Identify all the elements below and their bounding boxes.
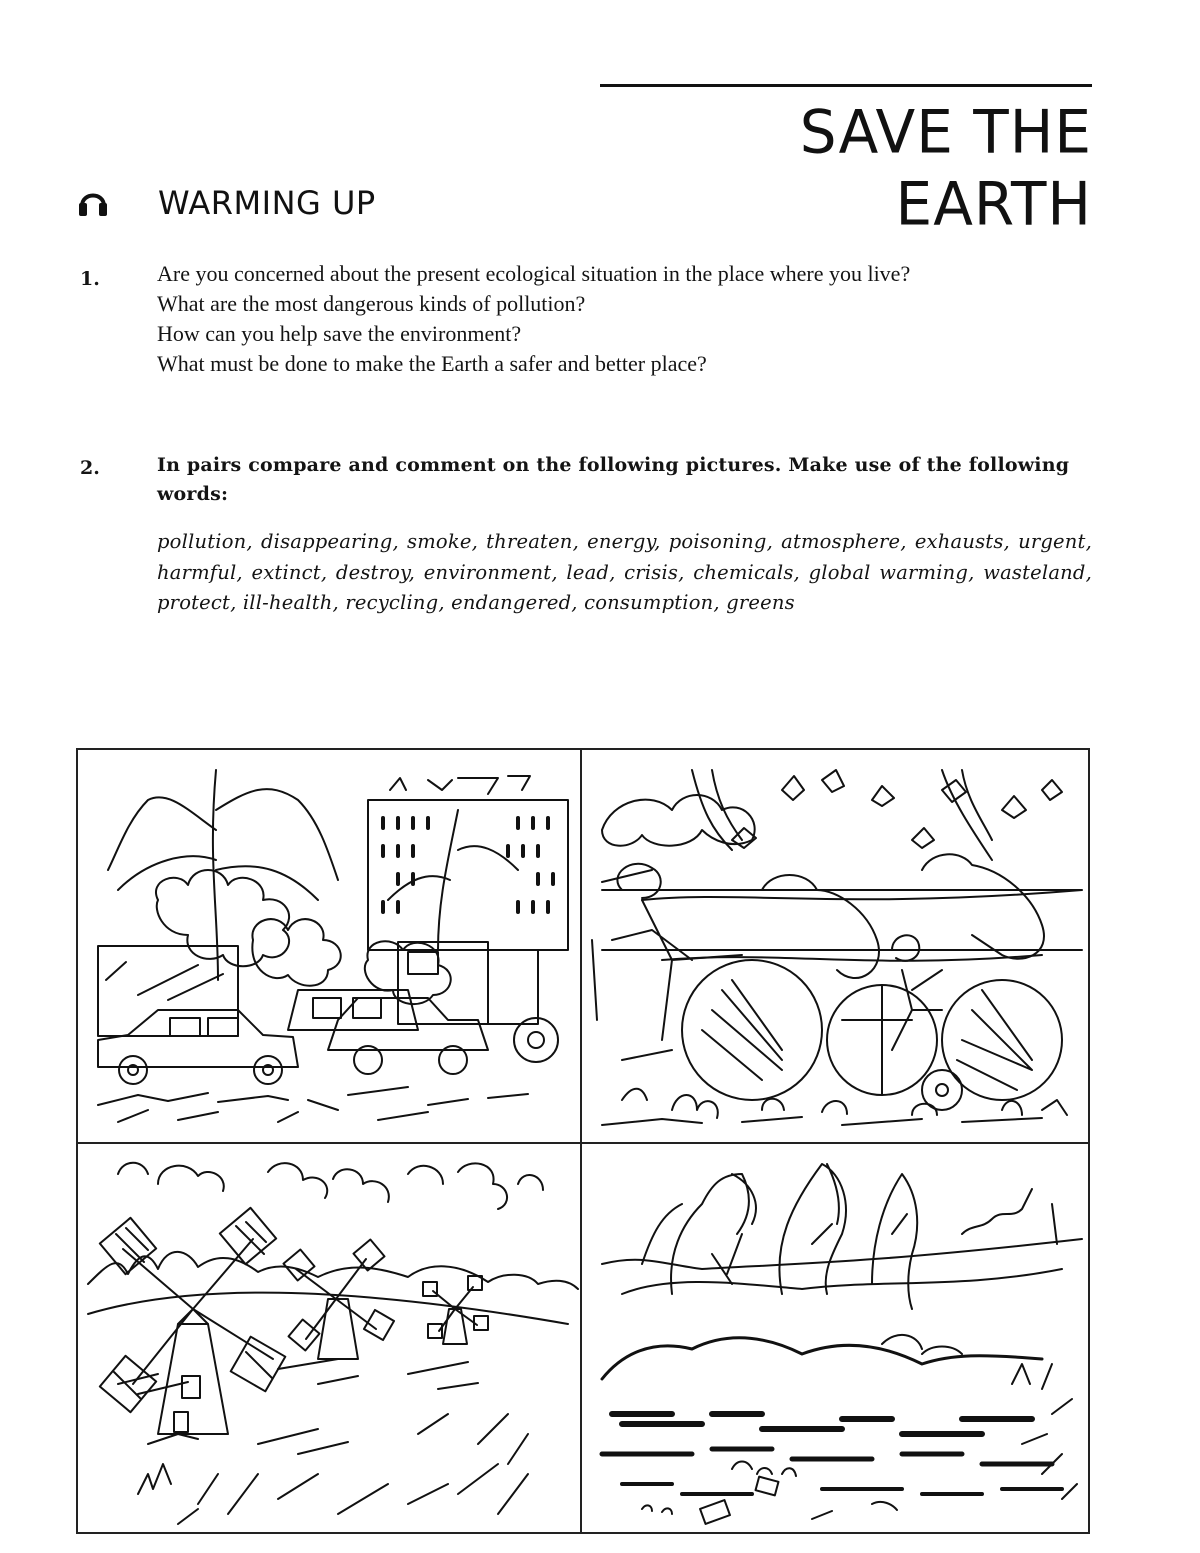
traffic-pollution-picture xyxy=(78,750,580,1142)
exercise-2-instruction: In pairs compare and comment on the following pictures. Make use of the following words: xyxy=(157,454,1070,505)
title-rule xyxy=(600,84,1092,87)
section-title: WARMING UP xyxy=(158,184,376,222)
windmills-picture xyxy=(78,1144,580,1532)
exercise-2-body xyxy=(157,451,1092,619)
question-line: What must be done to make the Earth a safer and better place? xyxy=(157,351,707,376)
exercise-2-number: 2. xyxy=(80,457,100,479)
exercise-1-number: 1. xyxy=(80,268,100,290)
vocabulary-list: pollution, disappearing, smoke, threaten, energy, poisoning, atmosphere, exhausts, urgent, harmful, extinct, destroy, environment, lead, crisis, chemicals, global warming, wasteland, protect, ill-health, recycling, endangered, consumption, greens xyxy=(157,530,1092,614)
page-title: SAVE THE EARTH xyxy=(799,96,1092,240)
picture-grid xyxy=(76,748,1090,1534)
cyclists-picture xyxy=(582,750,1088,1142)
exercise-1-questions xyxy=(157,259,1092,379)
wasteland-picture xyxy=(582,1144,1088,1532)
question-line: How can you help save the environment? xyxy=(157,321,522,346)
headphones-icon xyxy=(78,186,108,220)
question-line: Are you concerned about the present ecological situation in the place where you live? xyxy=(157,261,911,286)
question-line: What are the most dangerous kinds of pollution? xyxy=(157,291,586,316)
